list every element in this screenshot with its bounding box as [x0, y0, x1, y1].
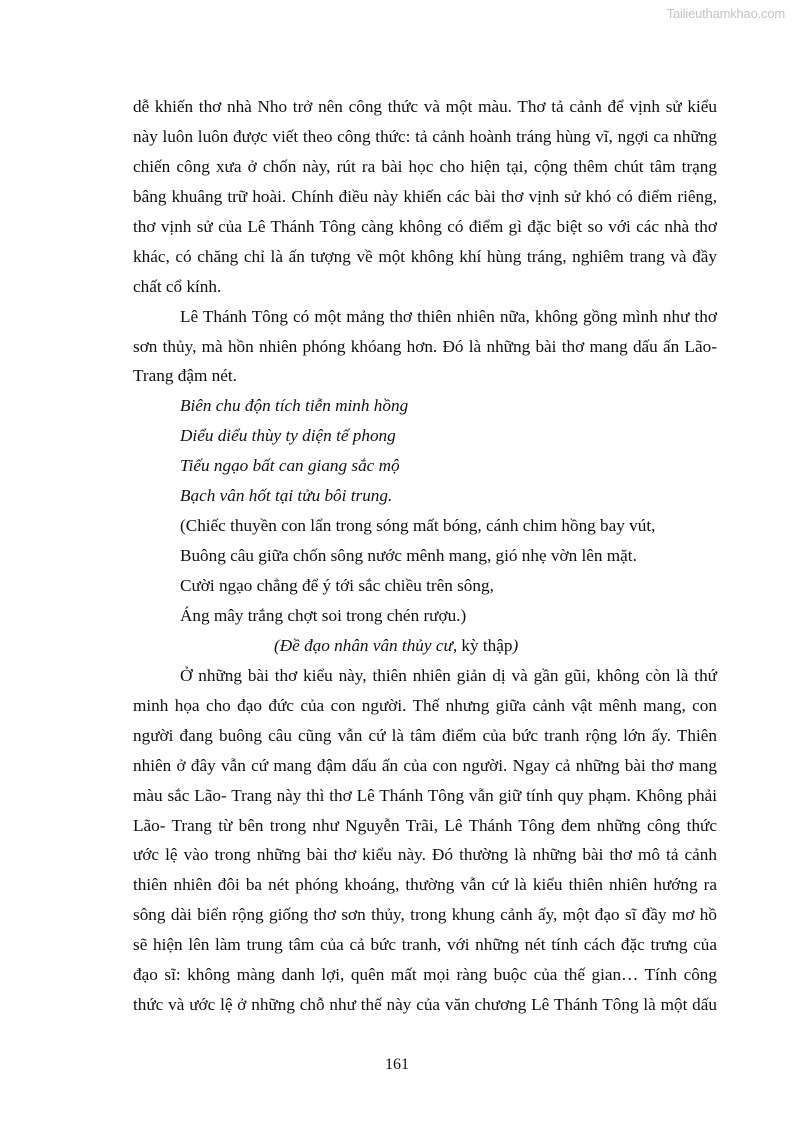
poem-line: Diểu diểu thùy ty diện tế phong: [180, 426, 396, 446]
text-line: đạo sĩ: không màng danh lợi, quên mất mọi ràng buộc của thế gian… Tính công: [133, 965, 717, 985]
text-line: Ở những bài thơ kiểu này, thiên nhiên giản dị và gần gũi, không còn là thứ: [180, 665, 717, 685]
text-line: Trang đậm nét.: [133, 366, 237, 386]
paragraph-2: [133, 302, 717, 392]
text-line: thức và ước lệ ở những chỗ như thế này của văn chương Lê Thánh Tông là một dấu: [133, 995, 717, 1015]
paragraph-3: [133, 661, 717, 1020]
text-line: Lão- Trang từ bên trong như Nguyễn Trãi, Lê Thánh Tông đem những công thức: [133, 815, 717, 835]
translation-line: Áng mây trắng chợt soi trong chén rượu.): [180, 605, 467, 625]
source-title: Đề đạo nhân vân thủy cư,: [279, 635, 458, 655]
poem-line: Biên chu độn tích tiễn minh hồng: [180, 396, 409, 416]
source-number: kỳ thập: [457, 635, 513, 655]
poem-source: [133, 631, 717, 661]
text-line: sơn thủy, mà hồn nhiên phóng khóang hơn. Đó là những bài thơ mang dấu ấn Lão-: [133, 336, 717, 356]
text-line: khác, có chăng chỉ là ấn tượng về một không khí hùng tráng, nghiêm trang và đầy: [133, 246, 717, 266]
translation-line: (Chiếc thuyền con lẩn trong sóng mất bóng, cánh chim hồng bay vút,: [180, 516, 656, 536]
text-line: sông dài biển rộng giống thơ sơn thủy, trong khung cảnh ấy, một đạo sĩ đầy mơ hồ: [133, 905, 717, 925]
poem-translation: [133, 511, 717, 631]
poem-line: Bạch vân hốt tại tửu bôi trung.: [180, 486, 393, 506]
translation-line: Cười ngạo chẳng để ý tới sắc chiều trên sông,: [180, 576, 494, 595]
text-line: màu sắc Lão- Trang này thì thơ Lê Thánh Tông vẫn giữ tính quy phạm. Không phải: [133, 785, 717, 805]
text-line: sẽ hiện lên làm trung tâm của cả bức tranh, với những nét tính cách đặc trưng của: [133, 935, 717, 955]
document-page: [133, 92, 717, 1020]
poem-original: [133, 391, 717, 511]
text-line: thơ vịnh sử của Lê Thánh Tông càng không có điểm gì đặc biệt so với các nhà thơ: [133, 216, 717, 236]
text-line: ước lệ vào trong những bài thơ kiểu này. Đó thường là những bài thơ mô tả cảnh: [133, 845, 717, 865]
text-line: nhiên ở đây vẫn cứ mang đậm dấu ấn của con người. Ngay cả những bài thơ mang: [133, 755, 717, 775]
source-close-paren: ): [512, 635, 519, 655]
translation-line: Buông câu giữa chốn sông nước mênh mang, gió nhẹ vờn lên mặt.: [180, 546, 637, 566]
text-line: dễ khiến thơ nhà Nho trở nên công thức và một màu. Thơ tả cảnh để vịnh sử kiểu: [133, 97, 717, 116]
text-line: chất cổ kính.: [133, 276, 222, 296]
text-line: thiên nhiên đôi ba nét phóng khoáng, thường vẫn cứ là kiểu thiên nhiên hướng ra: [133, 875, 717, 895]
page-number: 161: [385, 1056, 409, 1073]
poem-line: Tiếu ngạo bất can giang sắc mộ: [180, 456, 400, 476]
paragraph-1: [133, 92, 717, 302]
text-line: Lê Thánh Tông có một mảng thơ thiên nhiên nữa, không gồng mình như thơ: [180, 306, 717, 326]
text-line: này luôn luôn được viết theo công thức: tả cảnh hoành tráng hùng vĩ, ngợi ca những: [133, 126, 717, 146]
watermark: Tailieuthamkhao.com: [666, 6, 785, 21]
text-line: bâng khuâng trữ hoài. Chính điều này khiến các bài thơ vịnh sử khó có điểm riêng,: [133, 186, 717, 206]
source-open-paren: (: [274, 635, 280, 655]
text-line: người đang buông câu cũng vẫn cứ là tâm điểm của bức tranh rộng lớn ấy. Thiên: [133, 725, 717, 745]
text-line: chiến công xưa ở chốn này, rút ra bài học cho hiện tại, cộng thêm chút tâm trạng: [133, 156, 717, 176]
text-line: minh họa cho đạo đức của con người. Thế nhưng giữa cảnh vật mênh mang, con: [133, 695, 717, 715]
